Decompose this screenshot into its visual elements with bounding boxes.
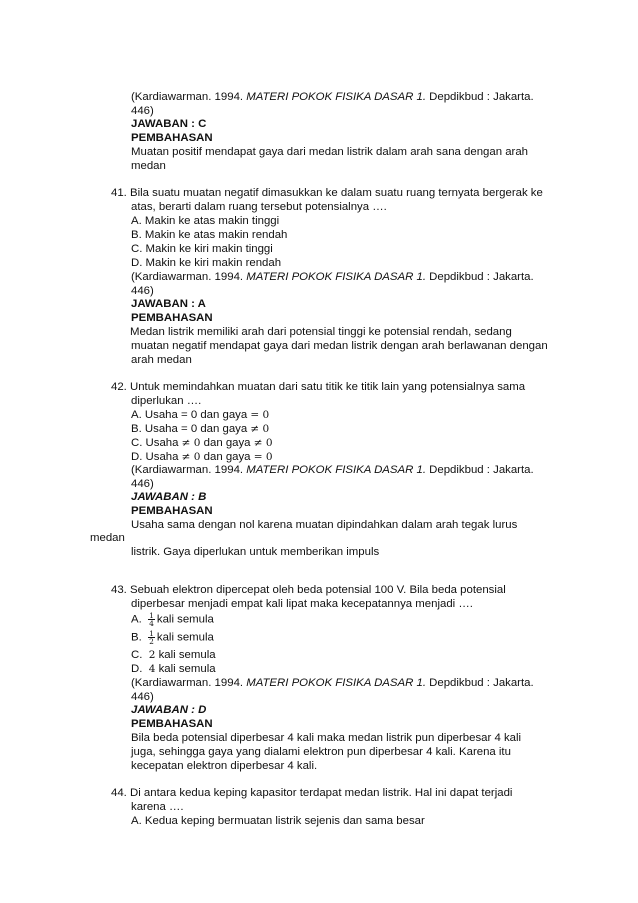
discussion-text: listrik. Gaya diperlukan untuk memberikan impuls bbox=[131, 546, 380, 558]
option-d: D. 4 kali semula bbox=[131, 663, 216, 675]
option-b: B. $\frac{1}{2}$ kali semula bbox=[131, 629, 214, 646]
question-text: 42. Untuk memindahkan muatan dari satu titik ke titik lain yang potensialnya sama bbox=[111, 381, 526, 393]
discussion-text: juga, sehingga gaya yang dialami elektron pun diperbesar 4 kali. Karena itu bbox=[131, 746, 511, 758]
reference-page: 446) bbox=[131, 105, 154, 117]
discussion-heading: PEMBAHASAN bbox=[131, 132, 213, 144]
discussion-text: Bila beda potensial diperbesar 4 kali maka medan listrik pun diperbesar 4 kali bbox=[131, 732, 522, 744]
option-c: C. 2 kali semula bbox=[131, 649, 216, 661]
discussion-text: muatan negatif mendapat gaya dari medan listrik dengan arah berlawanan dengan bbox=[131, 340, 548, 352]
discussion-text: Muatan positif mendapat gaya dari medan listrik dalam arah sana dengan arah bbox=[131, 146, 529, 158]
reference-page: 446) bbox=[131, 285, 154, 297]
discussion-heading: PEMBAHASAN bbox=[131, 718, 213, 730]
option-b: B. Usaha = 0 dan gaya ≠ 0 bbox=[131, 423, 270, 435]
discussion-text: Medan listrik memiliki arah dari potensial tinggi ke potensial rendah, sedang bbox=[130, 326, 512, 338]
discussion-text: medan bbox=[90, 532, 125, 544]
discussion-text: kecepatan elektron diperbesar 4 kali. bbox=[131, 760, 318, 772]
question-text: 41. Bila suatu muatan negatif dimasukkan ke dalam suatu ruang ternyata bergerak ke bbox=[111, 187, 543, 199]
answer-label: JAWABAN : A bbox=[131, 298, 206, 310]
reference-line: (Kardiawarman. 1994. MATERI POKOK FISIKA DASAR 1. Depdikbud : Jakarta. bbox=[131, 464, 534, 476]
discussion-heading: PEMBAHASAN bbox=[131, 312, 213, 324]
option-a: A. $\frac{1}{4}$ kali semula bbox=[131, 611, 214, 628]
reference-page: 446) bbox=[131, 691, 154, 703]
reference-page: 446) bbox=[131, 478, 154, 490]
option-a: A. Makin ke atas makin tinggi bbox=[131, 215, 280, 227]
answer-label: JAWABAN : B bbox=[131, 491, 207, 503]
option-d: D. Usaha ≠ 0 dan gaya = 0 bbox=[131, 451, 273, 463]
reference-line: (Kardiawarman. 1994. MATERI POKOK FISIKA DASAR 1. Depdikbud : Jakarta. bbox=[131, 91, 534, 103]
option-a: A. Usaha = 0 dan gaya = 0 bbox=[131, 409, 270, 421]
option-a: A. Kedua keping bermuatan listrik sejenis dan sama besar bbox=[131, 815, 425, 827]
discussion-text: arah medan bbox=[131, 354, 192, 366]
answer-label: JAWABAN : C bbox=[131, 118, 207, 130]
option-c: C. Usaha ≠ 0 dan gaya ≠ 0 bbox=[131, 437, 273, 449]
option-b: B. Makin ke atas makin rendah bbox=[131, 229, 288, 241]
question-text: 43. Sebuah elektron dipercepat oleh beda potensial 100 V. Bila beda potensial bbox=[111, 584, 506, 596]
reference-line: (Kardiawarman. 1994. MATERI POKOK FISIKA DASAR 1. Depdikbud : Jakarta. bbox=[131, 271, 534, 283]
discussion-text: Usaha sama dengan nol karena muatan dipindahkan dalam arah tegak lurus bbox=[131, 519, 518, 531]
discussion-heading: PEMBAHASAN bbox=[131, 505, 213, 517]
option-c: C. Makin ke kiri makin tinggi bbox=[131, 243, 273, 255]
question-text: 44. Di antara kedua keping kapasitor terdapat medan listrik. Hal ini dapat terjadi bbox=[111, 787, 513, 799]
answer-label: JAWABAN : D bbox=[131, 704, 207, 716]
reference-line: (Kardiawarman. 1994. MATERI POKOK FISIKA DASAR 1. Depdikbud : Jakarta. bbox=[131, 677, 534, 689]
question-text: karena …. bbox=[131, 801, 184, 813]
fraction-one-quarter: $\frac{1}{4}$ bbox=[149, 611, 154, 628]
fraction-one-half: $\frac{1}{2}$ bbox=[149, 629, 154, 646]
question-text: atas, berarti dalam ruang tersebut potensialnya …. bbox=[131, 201, 387, 213]
discussion-text: medan bbox=[131, 160, 166, 172]
question-text: diperbesar menjadi empat kali lipat maka kecepatannya menjadi …. bbox=[131, 598, 473, 610]
question-text: diperlukan …. bbox=[131, 395, 202, 407]
option-d: D. Makin ke kiri makin rendah bbox=[131, 257, 282, 269]
